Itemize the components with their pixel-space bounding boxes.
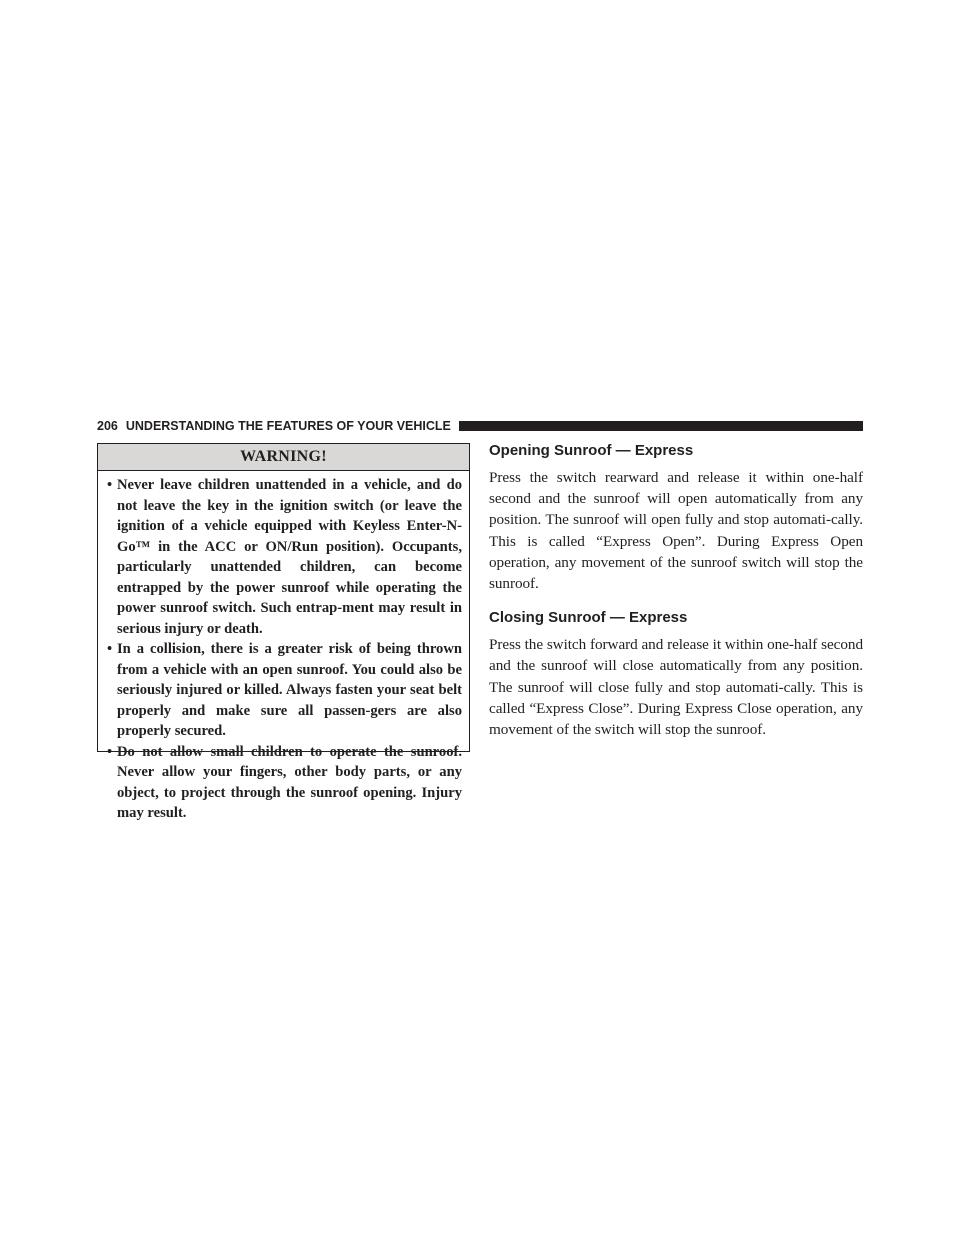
right-column: [489, 440, 863, 740]
bullet-icon: •: [107, 477, 113, 493]
warning-item-text: Never leave children unattended in a vehicle, and do not leave the key in the ignition switch (or leave the ignition of a vehicle equipped with Keyless Enter-N-Go™ in the ACC or ON/Run position). Occupants, particularly unattended children, can become entrapped by the power sunroof while operating the power sunroof switch. Such entrap-ment may result in serious injury or death.: [117, 477, 462, 637]
page-header: [97, 417, 863, 435]
warning-item: [107, 475, 462, 639]
warning-item: [107, 742, 462, 824]
warning-item: [107, 639, 462, 742]
closing-sunroof-heading: Closing Sunroof — Express: [489, 609, 688, 627]
opening-sunroof-heading: Opening Sunroof — Express: [489, 442, 694, 459]
warning-item-text: Do not allow small children to operate the sunroof. Never allow your fingers, other body parts, or any object, to project through the sunroof opening. Injury may result.: [117, 743, 462, 821]
warning-title: WARNING!: [98, 444, 469, 471]
bullet-icon: •: [107, 743, 113, 760]
opening-sunroof-body: Press the switch rearward and release it within one-half second and the sunroof will open automatically from any position. The sunroof will open fully and stop automati-cally. This is called “Express Open”. During Express Open operation, any movement of the sunroof switch will stop the sunroof.: [489, 469, 863, 593]
warning-item-text: In a collision, there is a greater risk of being thrown from a vehicle with an open sunroof. You could also be seriously injured or killed. Always fasten your seat belt properly and make sure all passen-gers are also properly secured.: [117, 641, 462, 739]
warning-box: [97, 443, 470, 821]
warning-list: [98, 471, 469, 824]
closing-sunroof-body: Press the switch forward and release it within one-half second and the sunroof will close automatically from any position. The sunroof will close fully and stop automati-cally. This is called “Express Close”. During Express Close operation, any movement of the switch will stop the sunroof.: [489, 636, 863, 739]
bullet-icon: •: [107, 641, 113, 657]
page-number: 206: [97, 419, 118, 433]
header-rule: [459, 421, 863, 431]
section-title: UNDERSTANDING THE FEATURES OF YOUR VEHICLE: [125, 419, 451, 433]
